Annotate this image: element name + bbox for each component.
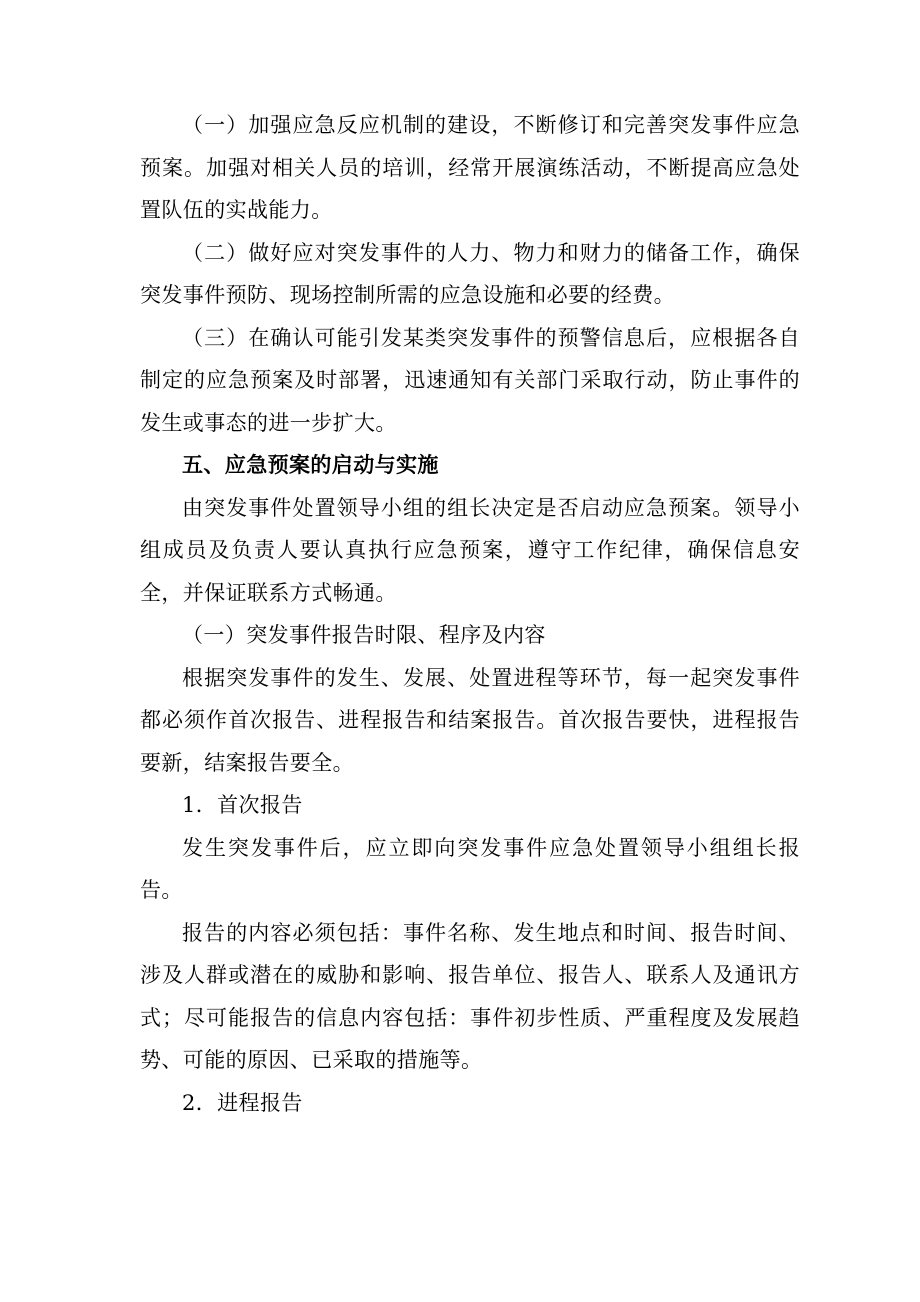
paragraph-reporting-stages: 根据突发事件的发生、发展、处置进程等环节，每一起突发事件都必须作首次报告、进程报告和结案报告。首次报告要快，进程报告要新，结案报告要全。 — [140, 665, 800, 775]
paragraph-resource-reserve: （二）做好应对突发事件的人力、物力和财力的储备工作，确保突发事件预防、现场控制所需的应急设施和必要的经费。 — [140, 240, 800, 307]
item-progress-report: 2．进程报告 — [182, 1090, 303, 1115]
paragraph-activation-decision: 由突发事件处置领导小组的组长决定是否启动应急预案。领导小组成员及负责人要认真执行应急预案，遵守工作纪律，确保信息安全，并保证联系方式畅通。 — [140, 495, 800, 605]
subheading-reporting: （一）突发事件报告时限、程序及内容 — [182, 623, 546, 647]
paragraph-report-contents: 报告的内容必须包括：事件名称、发生地点和时间、报告时间、涉及人群或潜在的威胁和影响、报告单位、报告人、联系人及通讯方式；尽可能报告的信息内容包括：事件初步性质、严重程度及发展趋势、可能的原因、已采取的措施等。 — [140, 920, 800, 1072]
item-first-report: 1．首次报告 — [182, 793, 303, 817]
paragraph-first-report-recipient: 发生突发事件后，应立即向突发事件应急处置领导小组组长报告。 — [140, 835, 800, 902]
section-heading-activation: 五、应急预案的启动与实施 — [182, 452, 439, 477]
paragraph-early-warning: （三）在确认可能引发某类突发事件的预警信息后，应根据各自制定的应急预案及时部署，迅速通知有关部门采取行动，防止事件的发生或事态的进一步扩大。 — [140, 325, 800, 435]
document-body — [140, 104, 800, 1124]
paragraph-preparedness-mechanism: （一）加强应急反应机制的建设，不断修订和完善突发事件应急预案。加强对相关人员的培训，经常开展演练活动，不断提高应急处置队伍的实战能力。 — [140, 113, 800, 222]
